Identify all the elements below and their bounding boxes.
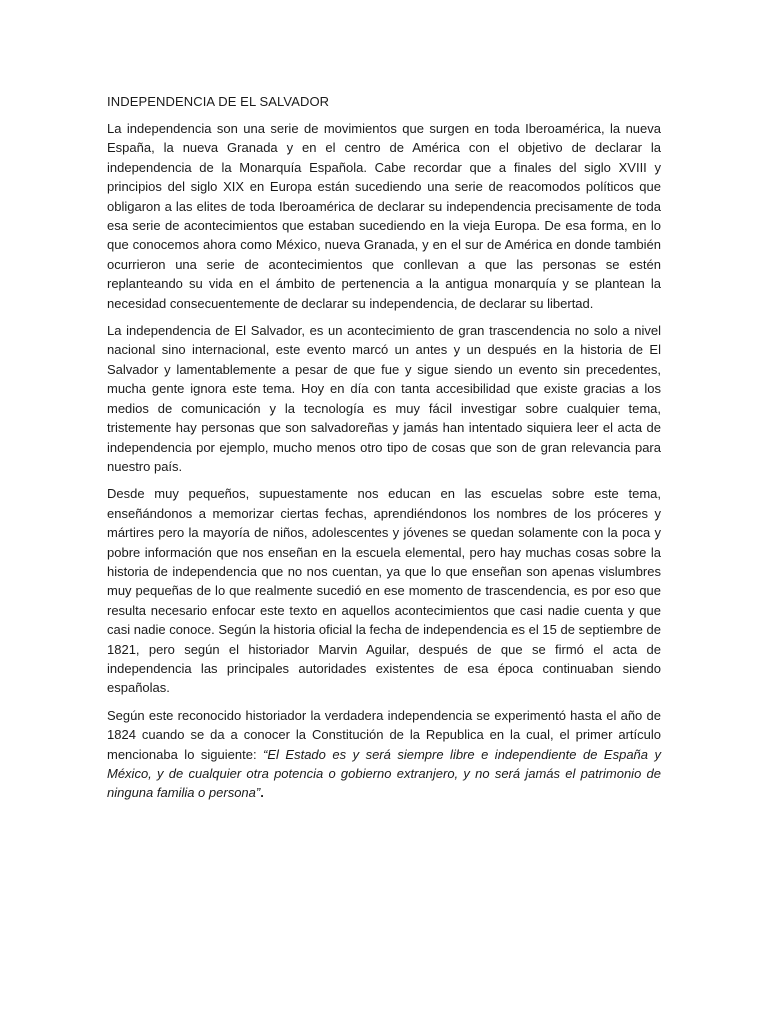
constitution-quote: “El Estado es y será siempre libre e independiente de España y México, y de cualquier otra potencia o gobierno extranjero, y no será jamás el patrimonio de ninguna familia o persona” (107, 746, 661, 801)
paragraph-4-end: . (260, 785, 264, 801)
paragraph-3: Desde muy pequeños, supuestamente nos educan en las escuelas sobre este tema, enseñándonos a memorizar ciertas fechas, aprendiéndonos los nombres de los próceres y mártires pero la mayoría de niños, adolescentes y jóvenes se quedan solamente con la poca y pobre información que nos enseñan en la escuela elemental, pero hay muchas cosas sobre la historia de independencia que no nos cuentan, ya que lo que enseñan son apenas vislumbres muy pequeñas de lo que realmente sucedió en ese momento de trascendencia, es por eso que resulta necesario enfocar este texto en aquellos acontecimientos que casi nadie cuenta y que casi nadie conoce. Según la historia oficial la fecha de independencia es el 15 de septiembre de 1821, pero según el historiador Marvin Aguilar, después de que se firmó el acta de independencia las principales autoridades existentes de esa época continuaban siendo españolas. (107, 486, 661, 696)
paragraph-4 (107, 706, 661, 803)
document-page (107, 93, 661, 811)
document-title: INDEPENDENCIA DE EL SALVADOR (107, 94, 330, 109)
paragraph-2: La independencia de El Salvador, es un acontecimiento de gran trascendencia no solo a nivel nacional sino internacional, este evento marcó un antes y un después en la historia de El Salvador y lamentablemente a pesar de que fue y sigue siendo un evento sin precedentes, mucha gente ignora este tema. Hoy en día con tanta accesibilidad que existe gracias a los medios de comunicación y la tecnología es muy fácil investigar sobre cualquier tema, tristemente hay personas que son salvadoreñas y jamás han intentado siquiera leer el acta de independencia por ejemplo, mucho menos otro tipo de cosas que son de gran relevancia para nuestro país. (107, 323, 661, 474)
paragraph-4-intro: Según este reconocido historiador la verdadera independencia se experimentó hasta el año de 1824 cuando se da a conocer la Constitución de la Republica en la cual, el primer artículo mencionaba lo siguiente: (107, 707, 661, 762)
paragraph-1: La independencia son una serie de movimientos que surgen en toda Iberoamérica, la nueva España, la nueva Granada y en el centro de América con el objetivo de declarar la independencia de la Monarquía Española. Cabe recordar que a finales del siglo XVIII y principios del siglo XIX en Europa están sucediendo una serie de reacomodos políticos que obligaron a las elites de toda Iberoamérica de declarar su independencia precisamente de toda esa serie de acontecimientos que estaban sucediendo en la vieja Europa. De esa forma, en lo que conocemos ahora como México, nueva Granada, y en el sur de América en donde también ocurrieron una serie de acontecimientos que conllevan a que las personas se estén replanteando su vida en el ámbito de pertenencia a la antigua monarquía y se plantean la necesidad consecuentemente de declarar su independencia, de declarar su libertad. (107, 121, 661, 311)
